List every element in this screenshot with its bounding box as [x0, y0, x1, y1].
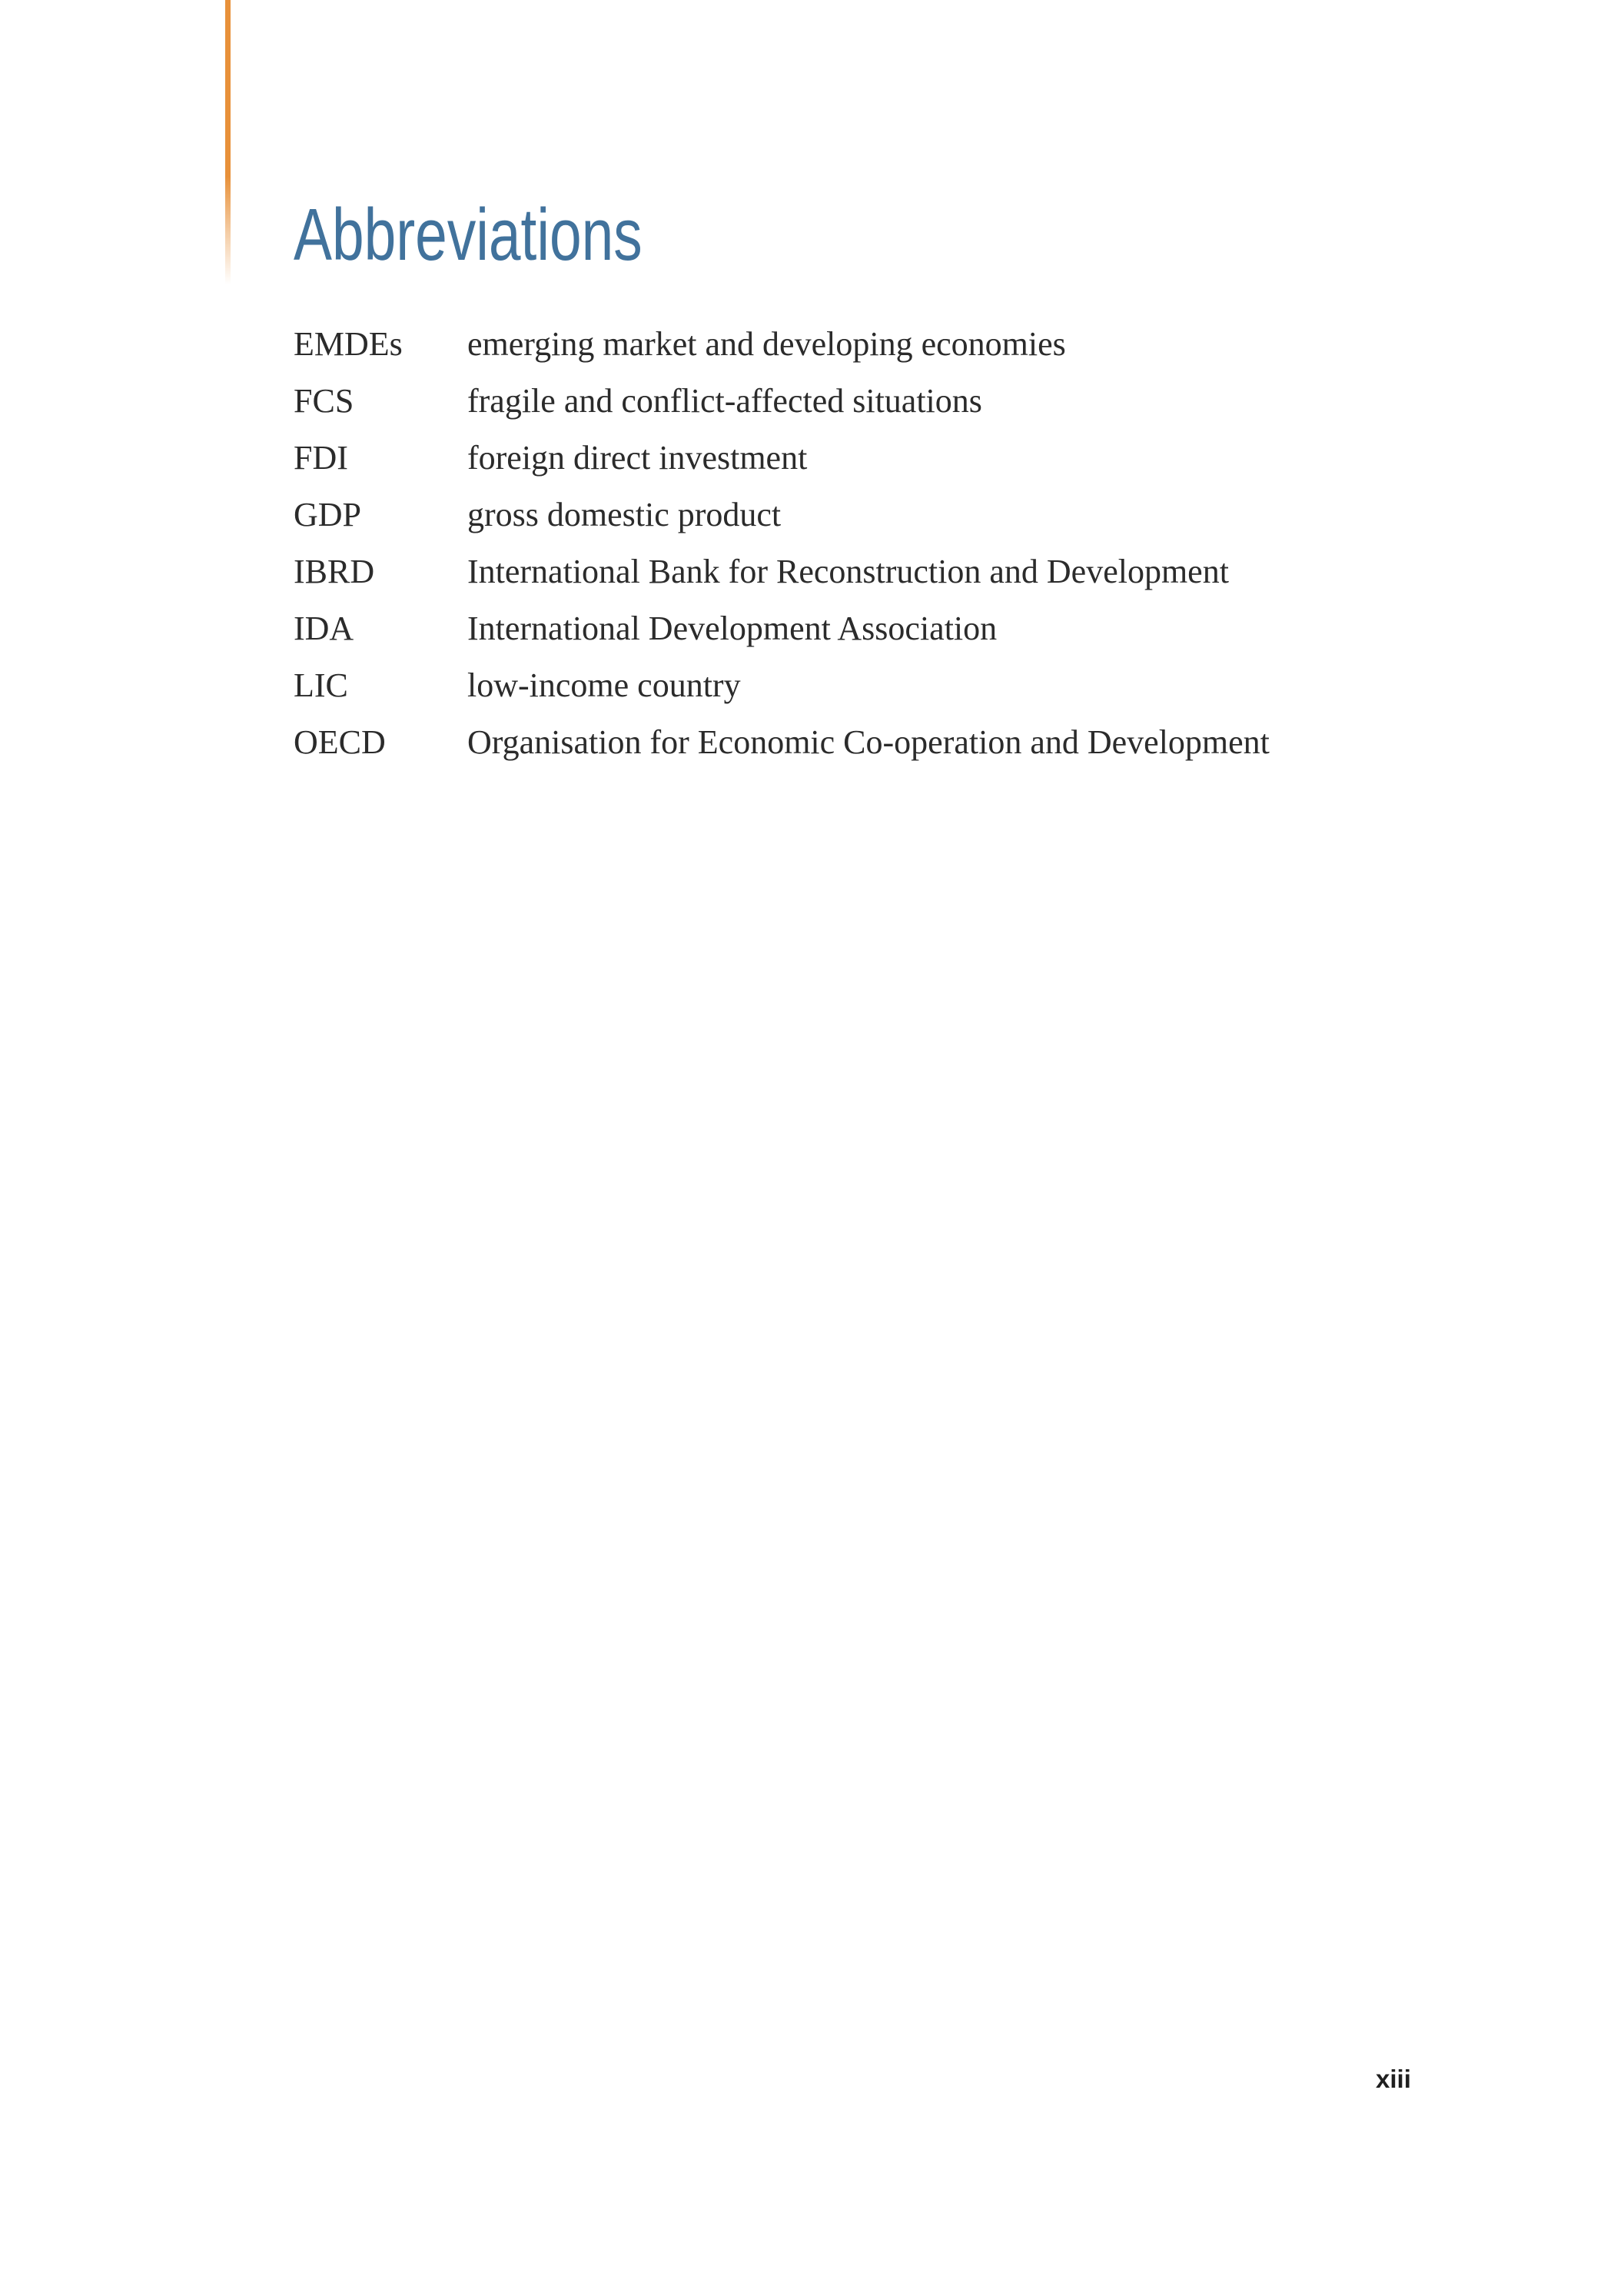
abbreviation-row	[294, 657, 1446, 714]
abbreviation-definition: emerging market and developing economies	[467, 325, 1066, 363]
abbreviation-row	[294, 487, 1446, 543]
abbreviation-row	[294, 714, 1446, 771]
abbreviation-definition: Organisation for Economic Co-operation and Development	[467, 723, 1270, 761]
abbreviation-term: GDP	[294, 496, 362, 533]
abbreviation-row	[294, 316, 1446, 373]
abbreviation-row	[294, 430, 1446, 487]
abbreviation-definition: fragile and conflict-affected situations	[467, 382, 982, 420]
abbreviation-row	[294, 600, 1446, 657]
page-number: xiii	[1376, 2065, 1411, 2093]
abbreviation-row	[294, 543, 1446, 600]
abbreviation-term: FCS	[294, 382, 354, 420]
abbreviation-term: IDA	[294, 610, 354, 647]
abbreviation-definition: low-income country	[467, 666, 741, 704]
abbreviation-list	[294, 316, 1446, 771]
abbreviation-term: IBRD	[294, 553, 375, 590]
abbreviation-term: OECD	[294, 723, 386, 761]
abbreviation-row	[294, 373, 1446, 430]
abbreviation-term: LIC	[294, 666, 348, 704]
abbreviation-definition: foreign direct investment	[467, 439, 808, 477]
abbreviation-definition: International Development Association	[467, 610, 998, 647]
accent-rule	[225, 0, 231, 284]
abbreviation-term: FDI	[294, 439, 348, 477]
abbreviation-definition: International Bank for Reconstruction and Development	[467, 553, 1229, 590]
page-title: Abbreviations	[294, 194, 643, 276]
abbreviation-definition: gross domestic product	[467, 496, 782, 533]
abbreviation-term: EMDEs	[294, 325, 403, 363]
